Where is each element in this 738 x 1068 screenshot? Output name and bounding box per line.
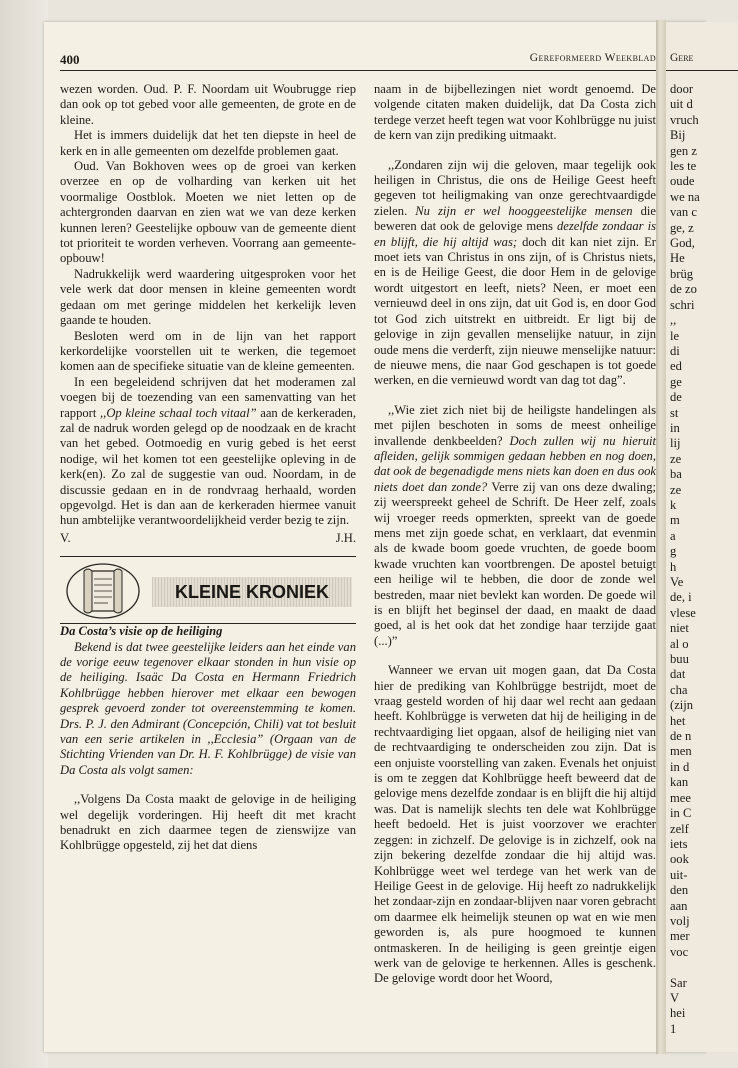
paragraph: Oud. Van Bokhoven wees op de groei van kerken overzee en op de volharding van kerken uit het voormalige Oostblok. Moeten we niet letten op de achtergronden daarvan en zien wat we van deze kerken kunnen leren? Geestelijke opbouw van de gemeente dient tot prioriteit te worden verheven. Voorrang aan gemeente-opbouw! [60,159,356,266]
line-fragment: we na [670,189,700,204]
column-left [60,82,356,854]
line-fragment: ba [670,467,682,482]
line-fragment: in C [670,806,692,821]
line-fragment: voc [670,944,689,959]
quote-paragraph [374,403,656,650]
right-page-text [670,82,738,1037]
page-right-strip [666,22,738,1052]
page-number: 400 [60,52,80,67]
line-fragment: ge, z [670,220,694,235]
paragraph [60,375,356,529]
report-title: ,,Op kleine schaal toch vitaal” [100,405,257,420]
quote-paragraph: ,,Volgens Da Costa maakt de gelovige in de heiliging wel degelijk vorderingen. Hij heeft dit met kracht benadrukt en zich daarmee tegen de zienswijze van Kohlbrügge opgesteld, zij het dat diens [60,792,356,853]
line-fragment: in [670,420,680,435]
paragraph: Besloten werd om in de lijn van het rapport kerkordelijke voorstellen uit te werken, die tegemoet komen aan de specifieke situatie van de kleine gemeenten. [60,328,356,374]
paragraph: Nadrukkelijk werd waardering uitgesproken voor het vele werk dat door mensen in kleine gemeenten wordt gedaan om met geringe middelen het kerkelijk leven gaande te houden. [60,266,356,328]
line-fragment: di [670,343,680,358]
line-fragment: ze [670,482,682,497]
paragraph: naam in de bijbellezingen niet wordt genoemd. De volgende citaten maken duidelijk, dat Da Costa zich terdege verzet heeft tegen wat voor Kohlbrügge nu juist de kern van zijn prediking uitmaakt. [374,82,656,143]
paragraph: Wanneer we ervan uit mogen gaan, dat Da Costa hier de prediking van Kohlbrügge bestrijdt, moet de vraag gesteld worden of hij daar wel recht aan gedaan heeft. Kohlbrügge is verweten dat hij de heiliging in de rechtvaardiging liet opgaan, alsof de heiliging niet van de rechtvaardiging te onderscheiden zou zijn. Dat is een onjuiste voorstelling van zaken. Evenals het onjuist is om te zeggen dat Kohlbrügge heeft beweerd dat de gelovige mens dezelfde zondaar is en blijft die hij altijd was. Dat is namelijk slechts ten dele wat Kohlbrügge heeft bedoeld. Het is juist voorzover we erachter zeggen: in zichzelf. De gelovige is in zichzelf, ook na zijn bekering dezelfde zondaar die hij altijd was. Kohlbrügge weet wel terdege van het werk van de Heilige Geest in de gelovige. Hij heeft zo nadrukkelijk het zondaar-zijn en zondaar-blijven naar voren gebracht om daarmee elk heimelijk steunen op wat en wie men geworden is, als pure hoogmoed te kunnen ontmaskeren. In de heiliging is geen greintje eigen werk van de gelovige te herkennen. Alles is geschenk. De gelovige wordt door het Woord, [374,663,656,986]
scroll-icon [64,561,142,621]
signature-left: V. [60,530,71,545]
line-fragment: cha [670,682,688,697]
signature-line [60,531,356,546]
line-fragment: ze [670,451,682,466]
scan-background [0,0,48,1068]
line-fragment: le [670,328,680,343]
line-fragment: uit d [670,97,693,112]
line-fragment: het [670,713,686,728]
line-fragment: ook [670,852,689,867]
line-fragment: brüg [670,266,694,281]
line-fragment: God, [670,236,695,251]
line-fragment: kan [670,775,689,790]
text-run: ,,Zondaren zijn wij die geloven, maar tegelijk ook heiligen in Christus, die ons de Heilige Geest heeft gegeven tot heiligmaking van onze gerechtvaardigde zielen. [374,157,656,218]
section-title: KLEINE KRONIEK [152,577,352,607]
line-fragment: a [670,528,676,543]
line-fragment: zelf [670,821,689,836]
line-fragment: de [670,390,682,405]
line-fragment: ,, [670,313,677,328]
page-fold [656,20,666,1054]
line-fragment: niet [670,621,689,636]
line-fragment: de n [670,729,692,744]
line-fragment: les te [670,159,697,174]
page-header [60,52,656,68]
line-fragment: dat [670,667,686,682]
paragraph: Het is immers duidelijk dat het ten diepste in heel de kerk en in alle gemeenten om dezelfde problemen gaat. [60,128,356,158]
line-fragment: 1 [670,1021,677,1036]
line-fragment: Sar [670,975,687,990]
line-fragment: door [670,82,694,96]
line-fragment: lij [670,436,681,451]
right-page-rule [666,70,738,71]
header-rule [60,70,656,71]
right-page-header: Gere [670,52,694,64]
line-fragment: volj [670,913,690,928]
journal-title: Gereformeerd Weekblad [529,52,656,64]
line-fragment: aan [670,898,688,913]
emphasis: Doch zullen wij nu hieruit afleiden, gelijk sommigen gedaan hebben en nog doen, dat ook de begenadigde mens niets kan doen en dus ook niets doet dan zonde? [374,433,657,494]
line-fragment: mee [670,790,691,805]
text-run: ,,Wie ziet zich niet bij de heiligste handelingen als met pijlen beschoten in soms de meest onheilige invallende denkbeelden? [374,402,656,448]
emphasis: dezelfde zondaar is en blijft, die hij altijd was; [374,219,657,249]
line-fragment: iets [670,836,688,851]
line-fragment: buu [670,652,689,667]
line-fragment: Bij [670,128,686,143]
line-fragment: (zijn [670,698,694,713]
paragraph: wezen worden. Oud. P. F. Noordam uit Woubrugge riep dan ook op tot gebed voor alle gemeenten, de grote en de kleine. [60,82,356,127]
line-fragment: ed [670,359,682,374]
emphasis: Nu zijn er wel hooggeestelijke mensen [415,203,633,218]
line-fragment: oude [670,174,695,189]
line-fragment: de, i [670,590,692,605]
line-fragment: mer [670,929,690,944]
line-fragment: vruch [670,112,699,127]
line-fragment: de zo [670,282,697,297]
line-fragment: m [670,513,680,528]
line-fragment: V [670,990,680,1005]
line-fragment: ge [670,374,682,389]
line-fragment: k [670,497,677,512]
intro-paragraph: Bekend is dat twee geestelijke leiders aan het einde van de vorige eeuw tegenover elkaar stonden in hun visie op de heiliging. Isaäc Da Costa en Hermann Friedrich Kohlbrügge hebben hierover met elkaar een bewogen gesprek gevoerd zonder tot overeenstemming te komen. Drs. P. J. den Admirant (Concepción, Chili) vat tot besluit van een serie artikelen in ,,Ecclesia” (Orgaan van de Stichting Vrienden van Dr. H. F. Kohlbrügge) de visie van Da Costa als volgt samen: [60,639,356,777]
line-fragment: st [670,405,679,420]
line-fragment: He [670,251,685,266]
line-fragment: men [670,744,692,759]
quote-paragraph [374,158,656,389]
column-right [374,82,656,987]
text-run: aan de kerkeraden, zal de nadruk worden gelegd op de noodzaak en de kracht van het gebed. Ootmoedig en vurig gebed is het eerst nodige, wil het komen tot een geestelijke opleving in de kerk(en). Zo zal de suggestie van oud. Noordam, in de discussie gedaan en in de rondvraag herhaald, worden opgevolgd. Het is dan aan de kerkeraden hiermee vanuit hun ambtelijke verantwoordelijkheid verder bezig te zijn. [60,405,356,528]
text-run: In een begeleidend schrijven dat het moderamen zal voegen bij de toezending van een samenvatting van het rapport [60,374,356,420]
line-fragment: vlese [670,605,696,620]
line-fragment: van c [670,205,697,220]
subheading: Da Costa’s visie op de heiliging [60,624,223,639]
line-fragment: den [670,883,689,898]
line-fragment: in d [670,759,690,774]
line-fragment: al o [670,636,689,651]
line-fragment: schri [670,297,695,312]
line-fragment: Ve [670,575,684,589]
text-run: doch dit kan niet zijn. Er moet iets van Christus in ons zijn, of is Christus niets, en is de Heilige Geest, die door Hem in de gelovige wordt uitgestort en leeft, niets? Neen, er moet een vernieuwd deel in ons zijn, dat uit God is, en door God tot God zich uitstrekt en uitbreidt. Er ligt bij de gelovige in zijn gevallen menselijke natuur, in zijn oude mens die verderft, zijn nieuwe menselijke natuur: de nieuwe mens, die naar God geschapen is tot goede werken, en die vernieuwd wordt van dag tot dag”. [374,234,656,388]
line-fragment: gen z [670,143,697,158]
line-fragment: uit- [670,867,688,882]
signature-right: J.H. [335,530,356,545]
text-run: Verre zij van ons deze dwaling; zij weerspreekt geheel de Schrift. De Heer zelf, zoals wij vroeger reeds opmerkten, spreekt van de goede mens met zijn goede schat, en verklaart, dat evenmin als de kwade boom goede vruchten, de goede boom kwade vruchten kan voortbrengen. De apostel betuigt een heilige wil te hebben, die door de zonde wel bestreden, maar niet bevlekt kan worden. De goede wil is en blijft het beginsel der daad, en maakt de daad goed, al is het ook dat het zondige haar terzijde gaat (...)” [374,479,656,648]
line-fragment [670,960,738,975]
text-run: die beweren dat ook de gelovige mens [374,203,656,234]
line-fragment: g [670,544,677,559]
section-banner [60,556,356,624]
line-fragment: h [670,559,677,574]
line-fragment: hei [670,1006,686,1021]
